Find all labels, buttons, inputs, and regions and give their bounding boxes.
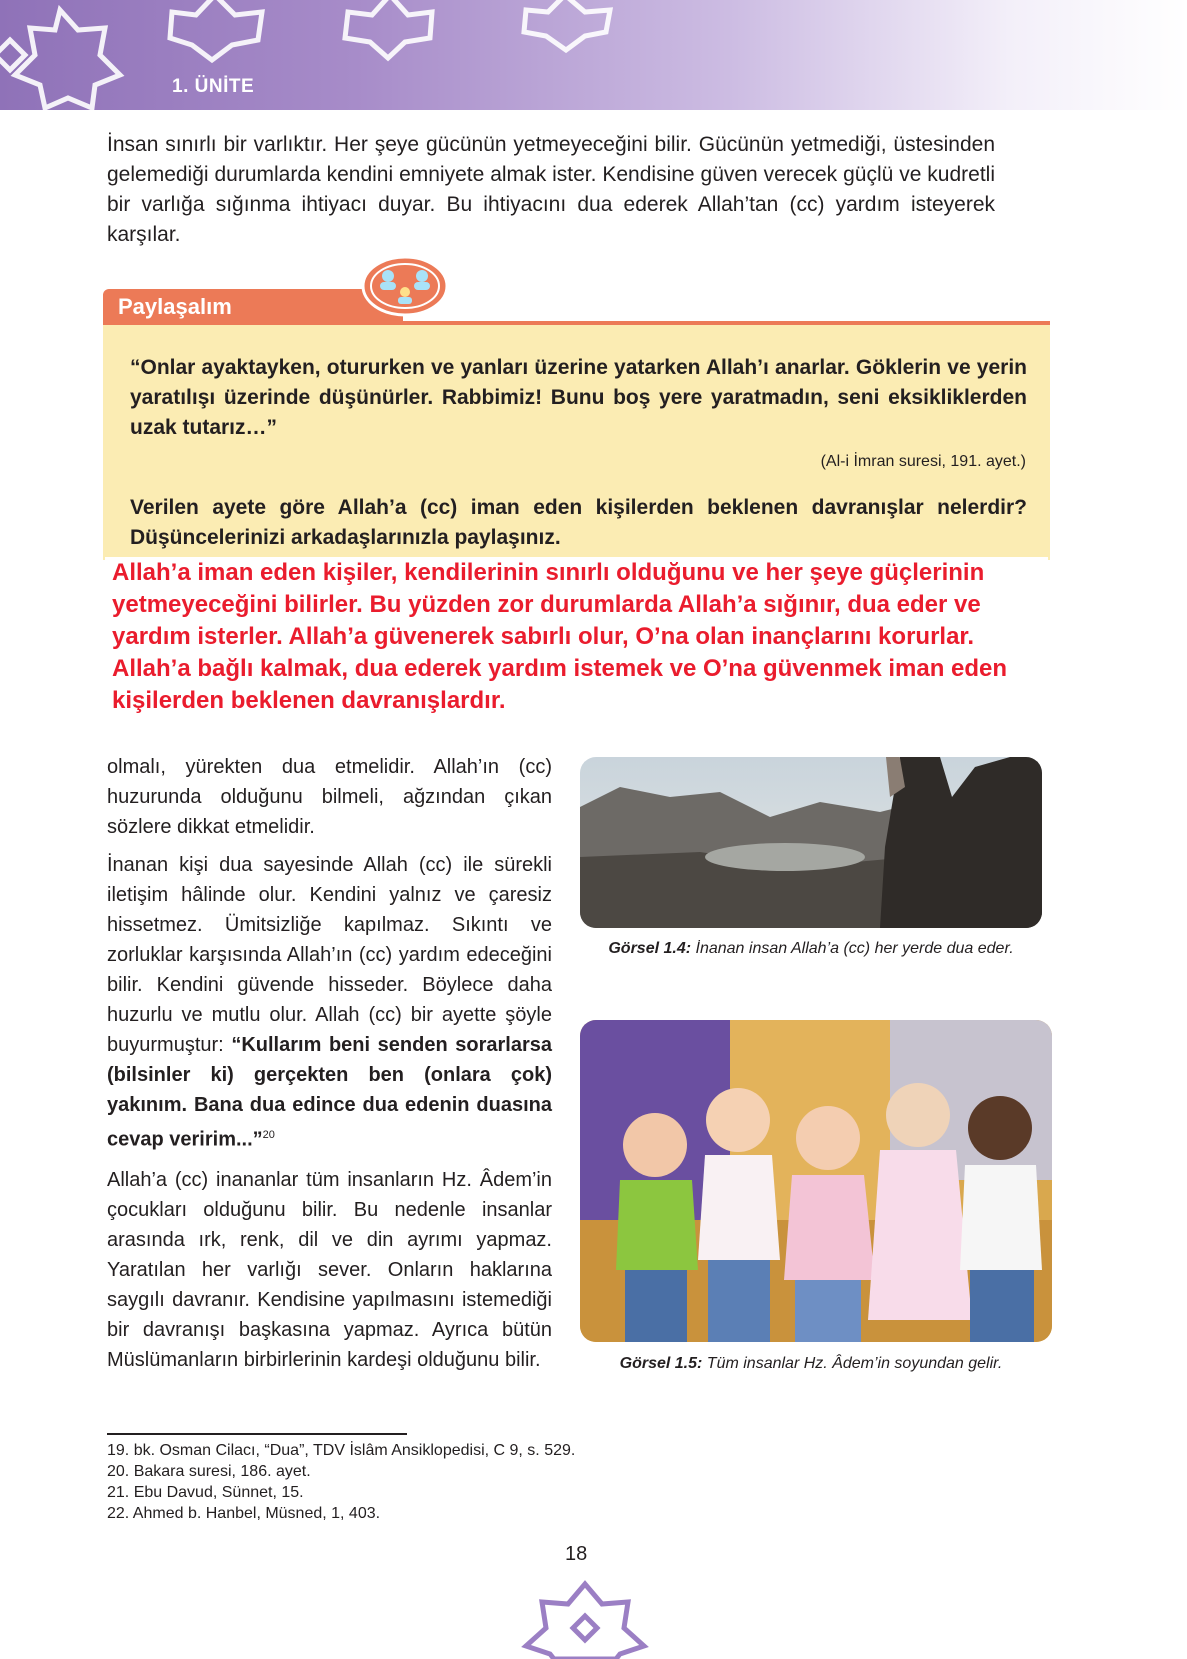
landscape-image [580, 757, 1042, 928]
share-question: Verilen ayete göre Allah’a (cc) iman eden kişilerden beklenen davranışlar nelerdir? Düşüncelerinizi arkadaşlarınızla paylaşınız. [130, 496, 1027, 549]
share-title: Paylaşalım [118, 294, 232, 319]
figure-1-4-label: Görsel 1.4: [608, 940, 692, 957]
share-quote: “Onlar ayaktayken, otururken ve yanları üzerine yatarken Allah’ı anarlar. Göklerin ve yerin yaratılışı üzerinde düşünürler. Rabbimiz! Bunu boş yere yaratmadın, seni eksikliklerden uzak tutarız…” [130, 356, 1027, 439]
footnote-19: 19. bk. Osman Cilacı, “Dua”, TDV İslâm Ansiklopedisi, C 9, s. 529. [107, 1442, 576, 1459]
children-image [580, 1020, 1052, 1342]
children-photo [580, 1020, 1052, 1342]
body-paragraph-2 [107, 850, 552, 1155]
figure-1-4-text: İnanan insan Allah’a (cc) her yerde dua eder. [695, 940, 1014, 957]
figure-1-5-label: Görsel 1.5: [619, 1355, 703, 1372]
unit-header-band [0, 0, 1187, 110]
body-paragraph-2-text: İnanan kişi dua sayesinde Allah (cc) ile sürekli iletişim hâlinde olur. Kendini yalnız ve çaresiz hissetmez. Ümitsizliğe kapılmaz. Sıkıntı ve zorluklar karşısında Allah’ın (cc) yardım edeceğini bilir. Kendini güvende hisseder. Böylece daha huzurlu ve mutlu olur. Allah (cc) bir ayette şöyle buyurmuştur: [107, 854, 552, 1056]
star-pattern-icon [0, 0, 700, 110]
answer-text: Allah’a iman eden kişiler, kendilerinin sınırlı olduğunu ve her şeye güçlerinin yetmeyeceğini bilirler. Bu yüzden zor durumlarda Allah’a sığınır, dua eder ve yardım isterler. Allah’a güvenerek sabırlı olur, O’na olan inançlarını korurlar. Allah’a bağlı kalmak, dua ederek yardım istemek ve O’na güvenmek iman eden kişilerden beklenen davranışlardır. [112, 559, 1008, 714]
body-paragraph-1: olmalı, yürekten dua etmelidir. Allah’ın (cc) huzurunda olduğunu bilmeli, ağzından çıkan sözlere dikkat etmelidir. [107, 756, 552, 838]
star-ornament-icon [500, 1580, 670, 1659]
page-number: 18 [565, 1543, 588, 1565]
footnote-21: 21. Ebu Davud, Sünnet, 15. [107, 1484, 304, 1501]
figure-1-4-caption [570, 940, 1052, 958]
unit-label: 1. ÜNİTE [172, 76, 255, 97]
figure-1-5-caption [570, 1355, 1052, 1373]
footnote-22: 22. Ahmed b. Hanbel, Müsned, 1, 403. [107, 1505, 381, 1522]
footnote-ref: 20 [262, 1129, 275, 1141]
body-paragraph-3: Allah’a (cc) inananlar tüm insanların Hz. Âdem’in çocukları olduğunu bilir. Bu nedenle insanlar arasında ırk, renk, dil ve din ayrımı yapmaz. Yaratılan her varlığı sever. Onların haklarına saygılı davranır. Kendisine yapılmasını istemediği bir davranışı başkasına yapmaz. Ayrıca bütün Müslümanların birbirlerinin kardeşi olduğunu bilir. [107, 1169, 552, 1371]
group-discussion-icon [360, 254, 450, 318]
footnote-rule [107, 1433, 407, 1435]
figure-1-5-text: Tüm insanlar Hz. Âdem’in soyundan gelir. [706, 1355, 1003, 1372]
praying-woman-photo [580, 757, 1042, 928]
share-reference: (Al-i İmran suresi, 191. ayet.) [820, 453, 1026, 470]
intro-paragraph: İnsan sınırlı bir varlıktır. Her şeye gücünün yetmeyeceğini bilir. Gücünün yetmediği, üstesinden gelemediği durumlarda kendini emniyete almak ister. Kendisine güven verecek güçlü ve kudretli bir varlığa sığınma ihtiyacı duyar. Bu ihtiyacını dua ederek Allah’tan (cc) yardım isteyerek karşılar. [107, 133, 995, 246]
verse-quote: “Kullarım beni senden sorarlarsa (bilsinler ki) gerçekten ben (onlara çok) yakınım. Bana dua edince dua edenin duasına cevap veririm...” [107, 1034, 553, 1151]
footnotes [107, 1440, 575, 1524]
footnote-20: 20. Bakara suresi, 186. ayet. [107, 1463, 311, 1480]
